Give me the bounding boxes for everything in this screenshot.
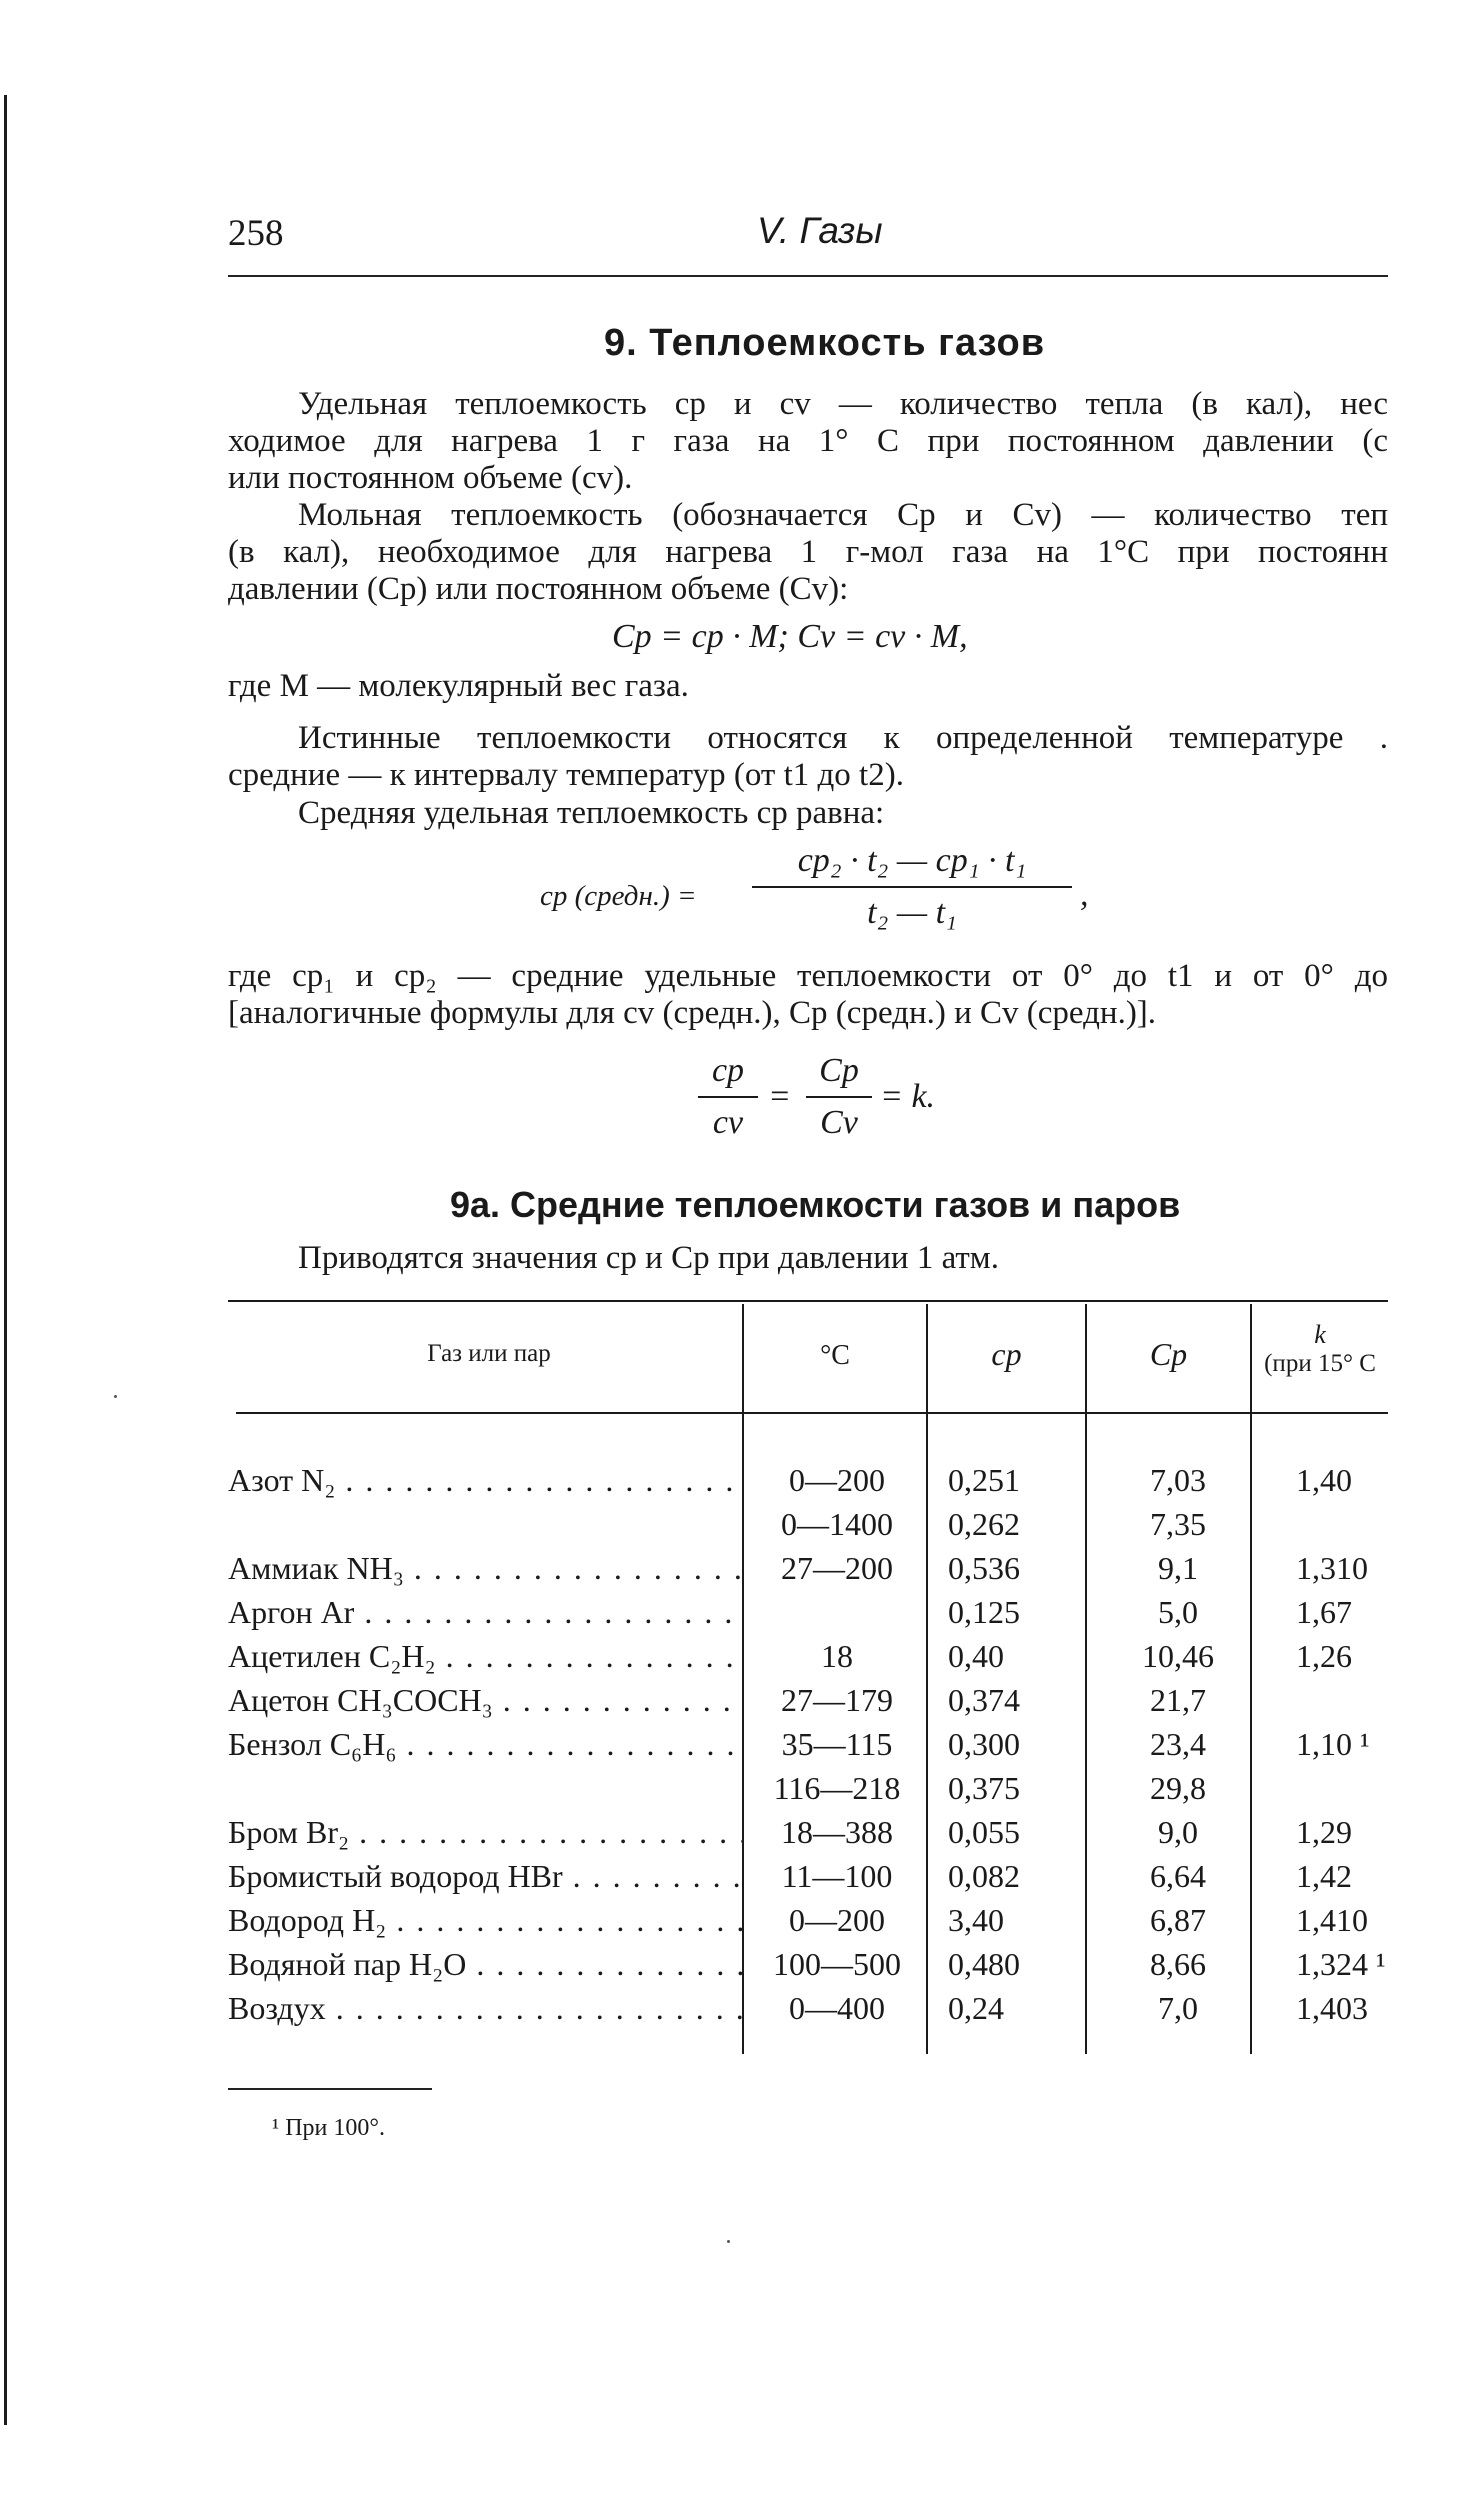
section-9a-intro: Приводятся значения cp и Cp при давлении 1 атм. [298,1240,999,1276]
page-number: 258 [228,213,284,254]
cell-gas: Аргон Ar . . . [228,1594,743,1631]
cell-k: 1,324 ¹ [1296,1946,1386,1982]
text-line: где M — молекулярный вес газа. [228,668,689,704]
header-rule [228,275,1388,277]
paragraph-specific-heat [228,386,1388,497]
header-gas: Газ или пар [427,1340,551,1367]
cell-temp: 27—179 [781,1682,893,1718]
section-9-title: 9. Теплоемкость газов [604,322,1046,364]
cell-gas: Аммиак NH₃ . . . [228,1550,743,1587]
cell-Cp: 6,87 [1150,1902,1206,1938]
running-title: V. Газы [757,210,883,251]
cell-Cp: 7,35 [1150,1506,1206,1542]
cell-Cp: 9,0 [1158,1814,1198,1850]
formula-k-result: = k. [880,1078,936,1115]
formula-k-num2: Cp [819,1052,859,1089]
text-line: [аналогичные формулы для cv (средн.), Cp (средн.) и Cv (средн.)]. [228,995,1157,1031]
footnote: ¹ При 100°. [272,2115,385,2141]
cell-temp: 27—200 [781,1550,893,1586]
cell-cp: 0,262 [948,1506,1020,1542]
cell-k: 1,10 ¹ [1296,1726,1370,1762]
cell-cp: 0,300 [948,1726,1020,1762]
cell-Cp: 7,03 [1150,1462,1206,1498]
cell-Cp: 9,1 [1158,1550,1198,1586]
cell-k: 1,67 [1296,1594,1352,1630]
formula-k-den1: cv [712,1104,744,1141]
table-column-divider [926,1304,928,2054]
cell-gas: Водород H₂ . . . [228,1902,743,1939]
cell-temp: 0—400 [789,1990,885,2026]
cell-temp: 35—115 [781,1726,893,1762]
formula-k-eq: = [768,1078,791,1115]
formula-mean-denominator: t₂ — t₁ [867,894,957,931]
table-column-divider [1085,1304,1087,2054]
formula-molar-heat: Cp = cp · M; Cv = cv · M, [612,618,968,655]
fraction-bar [752,886,1072,888]
cell-cp: 0,24 [948,1990,1004,2026]
table-header-rule [236,1412,1388,1414]
cell-gas: Бензол C₆H₆ . . . [228,1726,743,1763]
cell-gas: Воздух . . . [228,1990,743,2027]
cell-Cp: 7,0 [1158,1990,1198,2026]
fraction-bar [698,1096,758,1098]
text-line: Мольная теплоемкость (обозначается Cp и Cv) — количество теп [298,497,1388,533]
cell-gas: Азот N₂ . . . [228,1462,743,1499]
formula-mean-numerator: cp₂ · t₂ — cp₁ · t₁ [797,842,1027,879]
section-9a-title: 9а. Средние теплоемкости газов и паров [450,1184,1181,1225]
scan-speck [114,1395,117,1398]
formula-mean-tail: , [1080,876,1089,913]
text-line: ходимое для нагрева 1 г газа на 1° С при постоянном давлении (c [228,423,1388,459]
cell-temp: 0—200 [789,1462,885,1498]
text-line: или постоянном объеме (cv). [228,460,633,496]
cell-k: 1,410 [1296,1902,1368,1938]
cell-k: 1,310 [1296,1550,1368,1586]
text-line: Истинные теплоемкости относятся к определенной температуре . [298,720,1388,756]
header-cp: cp [991,1336,1022,1372]
table-column-divider [742,1304,744,2054]
cell-temp: 18—388 [781,1814,893,1850]
header-k: k [1314,1320,1326,1349]
cell-Cp: 29,8 [1150,1770,1206,1806]
cell-temp: 18 [821,1638,853,1674]
cell-Cp: 6,64 [1150,1858,1206,1894]
cell-cp: 0,40 [948,1638,1004,1674]
cell-Cp: 8,66 [1150,1946,1206,1982]
cell-gas: Ацетилен C₂H₂ . . . [228,1638,743,1675]
paragraph-true-heat [228,720,1388,794]
cell-gas: Бромистый водород HBr . . . [228,1858,743,1895]
table-top-rule [228,1300,1388,1302]
cell-temp: 0—200 [789,1902,885,1938]
paragraph-molar-heat [228,497,1388,608]
header-k-note: (при 15° С [1264,1350,1376,1377]
cell-cp: 0,374 [948,1682,1020,1718]
cell-gas: Бром Br₂ . . . [228,1814,743,1851]
header-temp: °C [820,1340,850,1371]
text-line: средние — к интервалу температур (от t1 до t2). [228,757,904,793]
scan-speck [727,2240,730,2243]
cell-cp: 0,375 [948,1770,1020,1806]
formula-mean-lhs: cp (средн.) = [540,880,697,912]
cell-temp: 116—218 [773,1770,901,1806]
cell-Cp: 5,0 [1158,1594,1198,1630]
text-line: давлении (Cp) или постоянном объеме (Cv): [228,571,849,607]
cell-k: 1,403 [1296,1990,1368,2026]
cell-Cp: 23,4 [1150,1726,1206,1762]
footnote-rule [228,2088,432,2090]
cell-temp: 11—100 [781,1858,893,1894]
scan-edge [4,95,7,2425]
paragraph-molecular-weight [228,668,1388,705]
formula-k-num1: cp [711,1052,745,1089]
cell-cp: 0,251 [948,1462,1020,1498]
header-Cp: Cp [1149,1336,1188,1372]
table-column-divider [1250,1304,1252,2054]
cell-k: 1,26 [1296,1638,1352,1674]
text-line: (в кал), необходимое для нагрева 1 г-мол газа на 1°С при постоянн [228,534,1388,570]
cell-gas: Ацетон CH₃COCH₃ . . . [228,1682,743,1719]
cell-gas: Водяной пар H₂O . . . [228,1946,743,1983]
cell-cp: 0,480 [948,1946,1020,1982]
fraction-bar [806,1096,872,1098]
paragraph-mean-heat [228,795,1388,832]
cell-cp: 3,40 [948,1902,1004,1938]
cell-Cp: 21,7 [1150,1682,1206,1718]
cell-cp: 0,055 [948,1814,1020,1850]
cell-k: 1,29 [1296,1814,1352,1850]
paragraph-mean-definition [228,958,1388,1032]
text-line: где cp₁ и cp₂ — средние удельные теплоемкости от 0° до t1 и от 0° до [228,958,1388,994]
cell-k: 1,40 [1296,1462,1352,1498]
cell-temp: 100—500 [773,1946,901,1982]
cell-cp: 0,082 [948,1858,1020,1894]
text-line: Средняя удельная теплоемкость cp равна: [298,795,885,831]
cell-cp: 0,536 [948,1550,1020,1586]
cell-temp: 0—1400 [781,1506,893,1542]
cell-cp: 0,125 [948,1594,1020,1630]
formula-k-den2: Cv [820,1104,858,1141]
cell-Cp: 10,46 [1142,1638,1214,1674]
cell-k: 1,42 [1296,1858,1352,1894]
text-line: Удельная теплоемкость cp и cv — количество тепла (в кал), нес [298,386,1388,422]
